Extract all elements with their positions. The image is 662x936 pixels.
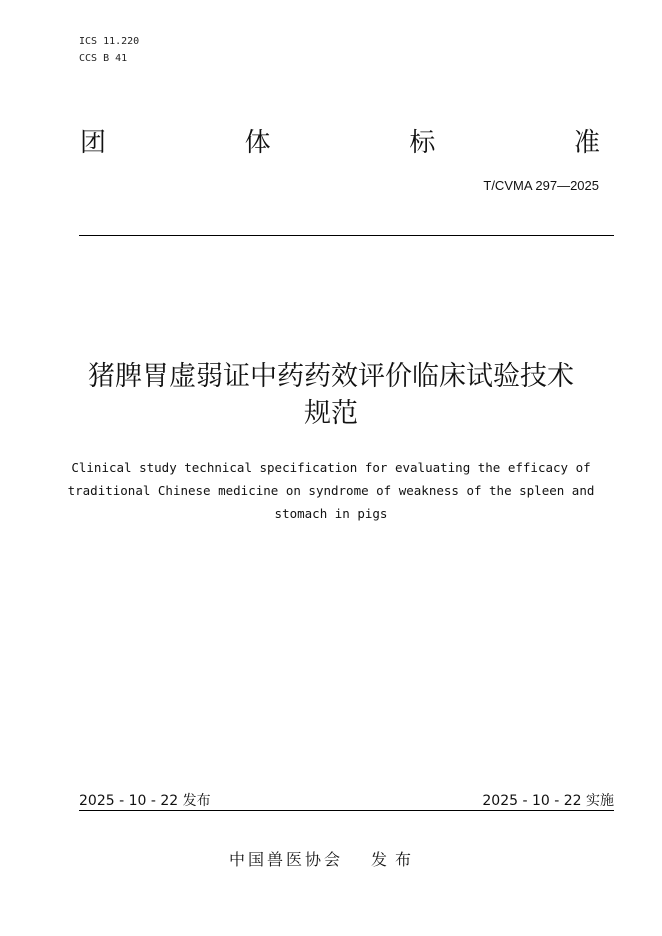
english-title-line-3: stomach in pigs xyxy=(274,506,388,521)
standard-type-char-4: 准 xyxy=(573,128,600,158)
english-title xyxy=(40,456,622,525)
ccs-code: CCS B 41 xyxy=(79,53,128,64)
standard-number: T/CVMA 297—2025 xyxy=(483,178,599,193)
header-divider xyxy=(79,235,614,236)
classification-codes xyxy=(79,33,139,67)
standard-type-char-3: 标 xyxy=(409,128,436,158)
standard-type-char-2: 体 xyxy=(244,128,271,158)
publisher-organization: 中国兽医协会 xyxy=(229,850,344,869)
publisher-action: 发布 xyxy=(371,850,420,869)
implementation-date: 2025 - 10 - 22 实施 xyxy=(482,793,614,809)
publisher-line xyxy=(229,850,419,870)
chinese-title xyxy=(30,358,632,432)
date-row xyxy=(79,792,614,810)
english-title-line-2: traditional Chinese medicine on syndrome of weakness of the spleen and xyxy=(67,483,595,498)
ics-code: ICS 11.220 xyxy=(79,36,140,47)
chinese-title-line-2: 规范 xyxy=(304,398,358,429)
standard-type-heading xyxy=(80,125,600,161)
footer-divider xyxy=(79,810,614,811)
chinese-title-line-1: 猪脾胃虚弱证中药药效评价临床试验技术 xyxy=(88,361,574,392)
english-title-line-1: Clinical study technical specification for evaluating the efficacy of xyxy=(71,460,591,475)
standard-type-char-1: 团 xyxy=(80,128,107,158)
release-date: 2025 - 10 - 22 发布 xyxy=(79,793,211,809)
